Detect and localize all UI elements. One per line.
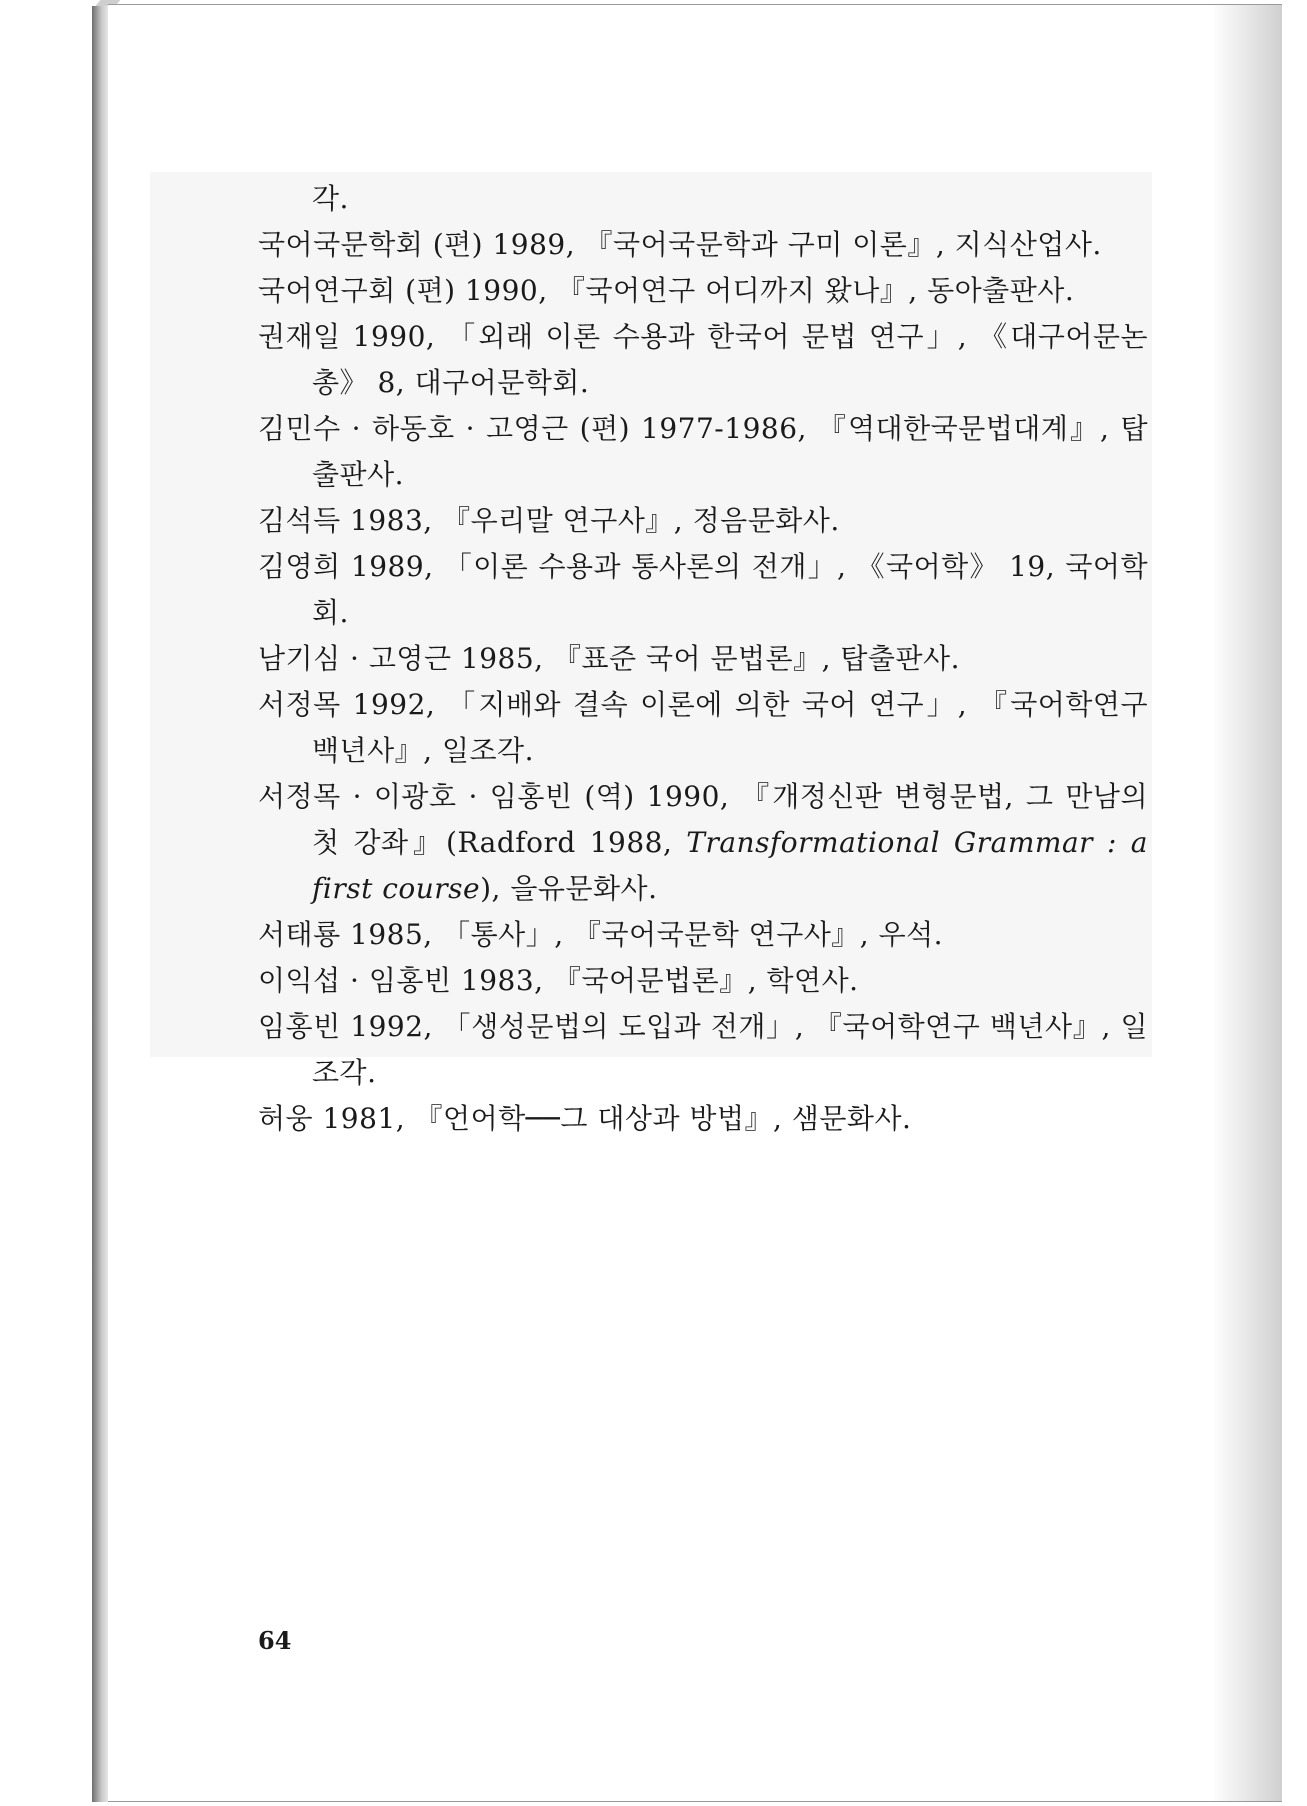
reference-entry: 남기심 · 고영근 1985, 『표준 국어 문법론』, 탑출판사. (258, 642, 960, 675)
reference-entry: 각. (312, 182, 349, 215)
reference-entry: 임홍빈 1992, 「생성문법의 도입과 전개」, 『국어학연구 백년사』, 일조각. (258, 1010, 1148, 1089)
reference-entry: 국어연구회 (편) 1990, 『국어연구 어디까지 왔나』, 동아출판사. (258, 274, 1075, 307)
reference-entry: 허웅 1981, 『언어학──그 대상과 방법』, 샘문화사. (258, 1102, 912, 1135)
reference-italic-title: Transformational Grammar : a first course (312, 826, 1148, 905)
reference-entry: 서태룡 1985, 「통사」, 『국어국문학 연구사』, 우석. (258, 918, 944, 951)
reference-entry: 권재일 1990, 「외래 이론 수용과 한국어 문법 연구」, 《대구어문논총》 8, 대구어문학회. (258, 320, 1148, 399)
reference-entry: 김영희 1989, 「이론 수용과 통사론의 전개」, 《국어학》 19, 국어학회. (258, 550, 1148, 629)
book-spine (92, 6, 108, 1802)
reference-entry: 김석득 1983, 『우리말 연구사』, 정음문화사. (258, 504, 840, 537)
page-shadow (1212, 5, 1282, 1801)
reference-text: ), 을유문화사. (480, 872, 658, 905)
reference-entry: 국어국문학회 (편) 1989, 『국어국문학과 구미 이론』, 지식산업사. (258, 228, 1102, 261)
reference-entry: 서정목 1992, 「지배와 결속 이론에 의한 국어 연구」, 『국어학연구 백년사』, 일조각. (258, 688, 1148, 767)
reference-list (258, 176, 1148, 1142)
reference-entry (258, 774, 1148, 912)
reference-text: 서정목 · 이광호 · 임홍빈 (역) 1990, 『개정신판 변형문법, 그 만남의 첫 강좌』(Radford 1988, (258, 780, 1148, 859)
page-number: 64 (258, 1626, 292, 1655)
reference-entry: 김민수 · 하동호 · 고영근 (편) 1977-1986, 『역대한국문법대계』, 탑출판사. (258, 412, 1148, 491)
reference-entry: 이익섭 · 임홍빈 1983, 『국어문법론』, 학연사. (258, 964, 859, 997)
